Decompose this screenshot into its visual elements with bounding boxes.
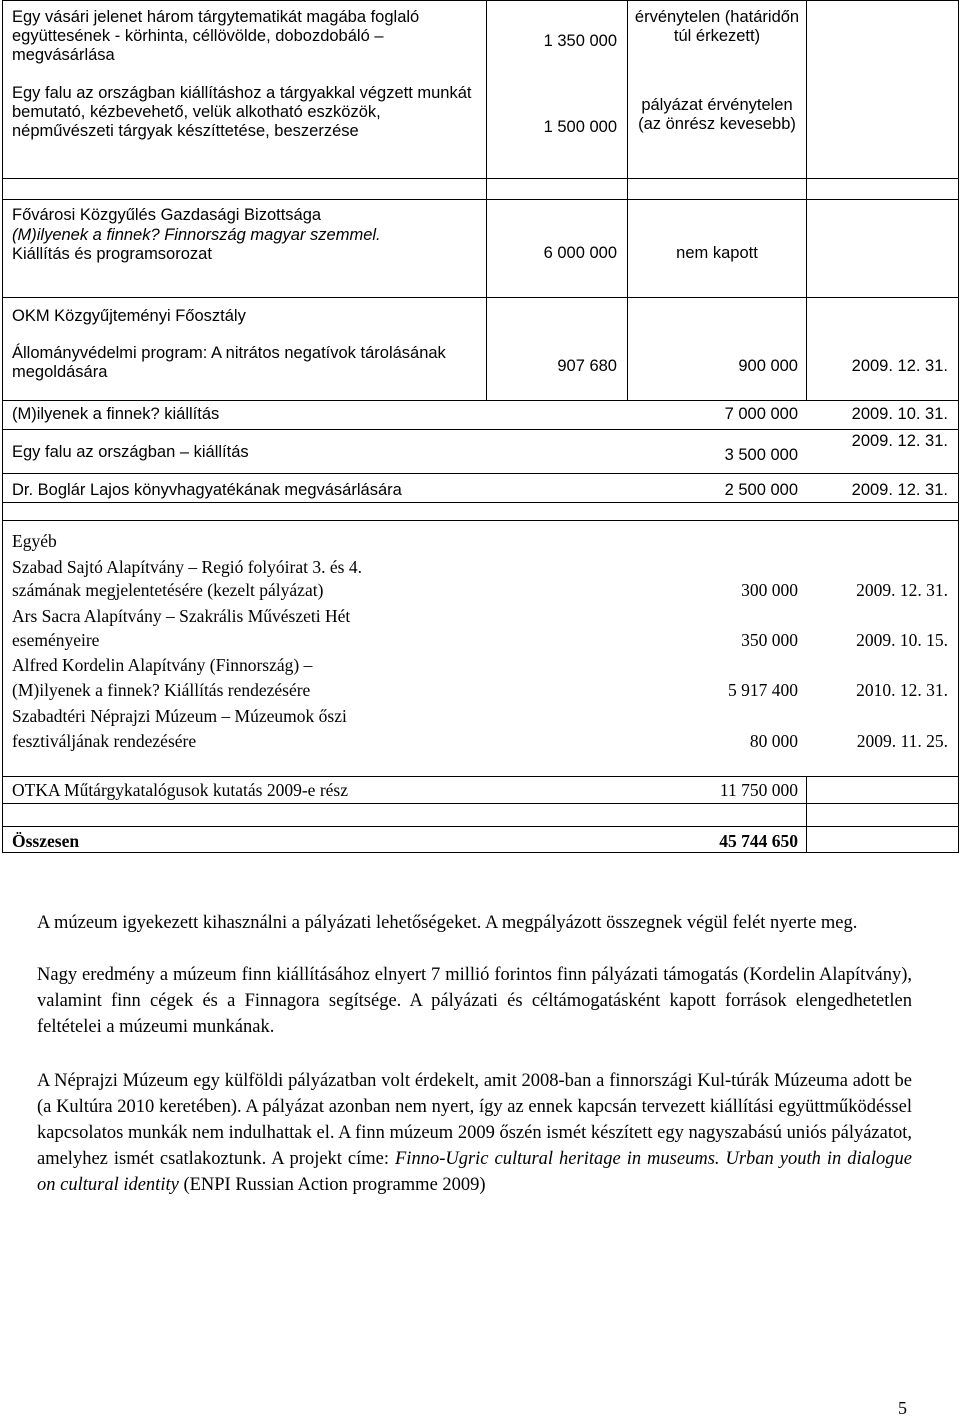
other-item-amount: 300 000 [741,580,798,600]
row4-requested: 907 680 [557,357,617,375]
row3-organization: Fővárosi Közgyűlés Gazdasági Bizottsága [12,206,322,224]
page-number: 5 [898,1398,907,1418]
row4-date: 2009. 12. 31. [851,357,948,375]
row1-status: érvénytelen (határidőn túl érkezett) [634,8,800,45]
other-item-date: 2010. 12. 31. [856,680,948,700]
row2-description: Egy falu az országban kiállításhoz a tárgyakkal végzett munkát bemutató, kézbevehető, velük alkotható eszközök, népművészeti tárgyak készíttetése, beszerzése [12,84,472,140]
paragraph-3-text: A Néprajzi Múzeum egy külföldi pályázatban volt érdekelt, amit 2008-ban a finnországi Kul-túrák Múzeuma adott be (a Kultúra 2010 keretében). A pályázat azonban nem nyert, így az ennek kapcsán tervezett kiállítási együttműködéssel kapcsolatos munkák nem indulhattak el. A finn múzeum 2009 őszén ismét készített egy nagyszabású uniós pályázatot, amelyhez ismét csatlakoztunk. A projekt címe: [37,1071,912,1169]
row5-date: 2009. 10. 31. [851,405,948,423]
paragraph-3-project-title: Finno-Ugric cultural heritage in museums. Urban youth in dialogue on cultural identity [37,1149,912,1195]
other-item-date: 2009. 11. 25. [856,731,948,751]
row4-description: Állományvédelmi program: A nitrátos negatívok tárolásának megoldására [12,344,446,381]
row3-amount: 6 000 000 [543,244,617,262]
other-item-line2: eseményeire [12,630,100,650]
otka-amount: 11 750 000 [719,780,798,800]
row7-description: Dr. Boglár Lajos könyvhagyatékának megvásárlására [12,481,402,499]
other-item-date: 2009. 10. 15. [856,630,948,650]
row5-description: (M)ilyenek a finnek? kiállítás [12,405,220,423]
other-item-line1: Szabadtéri Néprajzi Múzeum – Múzeumok őszi [12,706,347,726]
other-item-amount: 350 000 [741,630,798,650]
other-item-amount: 80 000 [749,731,798,751]
row4-amount: 900 000 [738,357,798,375]
paragraph-1: A múzeum igyekezett kihasználni a pályázati lehetőségeket. A megpályázott összegnek végül felét nyerte meg. [37,913,858,933]
row1-amount: 1 350 000 [543,32,617,50]
row7-date: 2009. 12. 31. [851,481,948,499]
other-item-line2: számának megjelentetésére (kezelt pályázat) [12,580,324,600]
other-item-line2: fesztiváljának rendezésére [12,731,197,751]
row1-description: Egy vásári jelenet három tárgytematikát magába foglaló együttesének - körhinta, céllövölde, dobozdobáló – megvásárlása [12,8,420,64]
other-section-label: Egyéb [12,531,57,551]
row7-amount: 2 500 000 [724,481,798,499]
otka-description: OTKA Műtárgykatalógusok kutatás 2009-e rész [12,780,348,800]
row6-amount: 3 500 000 [724,446,798,464]
other-item-amount: 5 917 400 [728,680,798,700]
paragraph-2: Nagy eredmény a múzeum finn kiállításához elnyert 7 millió forintos finn pályázati támogatás (Kordelin Alapítvány), valamint finn cégek és a Finnagora segítsége. A pályázati és céltámogatásként kapott források elengedhetetlen feltételei a múzeumi munkának. [37,965,912,1037]
row6-date: 2009. 12. 31. [851,432,948,450]
total-label: Összesen [12,831,80,851]
row5-amount: 7 000 000 [724,405,798,423]
row2-status: pályázat érvénytelen (az önrész kevesebb) [638,96,796,133]
other-item-line1: Ars Sacra Alapítvány – Szakrális Művészeti Hét [12,606,351,626]
row4-organization: OKM Közgyűjteményi Főosztály [12,307,246,325]
row6-description: Egy falu az országban – kiállítás [12,443,249,461]
row2-amount: 1 500 000 [543,118,617,136]
row3-subtitle: Kiállítás és programsorozat [12,245,212,263]
row3-title: (M)ilyenek a finnek? Finnország magyar szemmel. [12,226,381,244]
total-amount: 45 744 650 [719,831,798,851]
paragraph-3-tail: (ENPI Russian Action programme 2009) [178,1175,486,1195]
other-item-line2: (M)ilyenek a finnek? Kiállítás rendezésére [12,680,311,700]
paragraph-3 [37,1068,912,1198]
other-item-line1: Szabad Sajtó Alapítvány – Regió folyóirat 3. és 4. [12,557,362,577]
other-item-line1: Alfred Kordelin Alapítvány (Finnország) – [12,655,313,675]
row3-status: nem kapott [676,244,758,262]
other-item-date: 2009. 12. 31. [856,580,948,600]
